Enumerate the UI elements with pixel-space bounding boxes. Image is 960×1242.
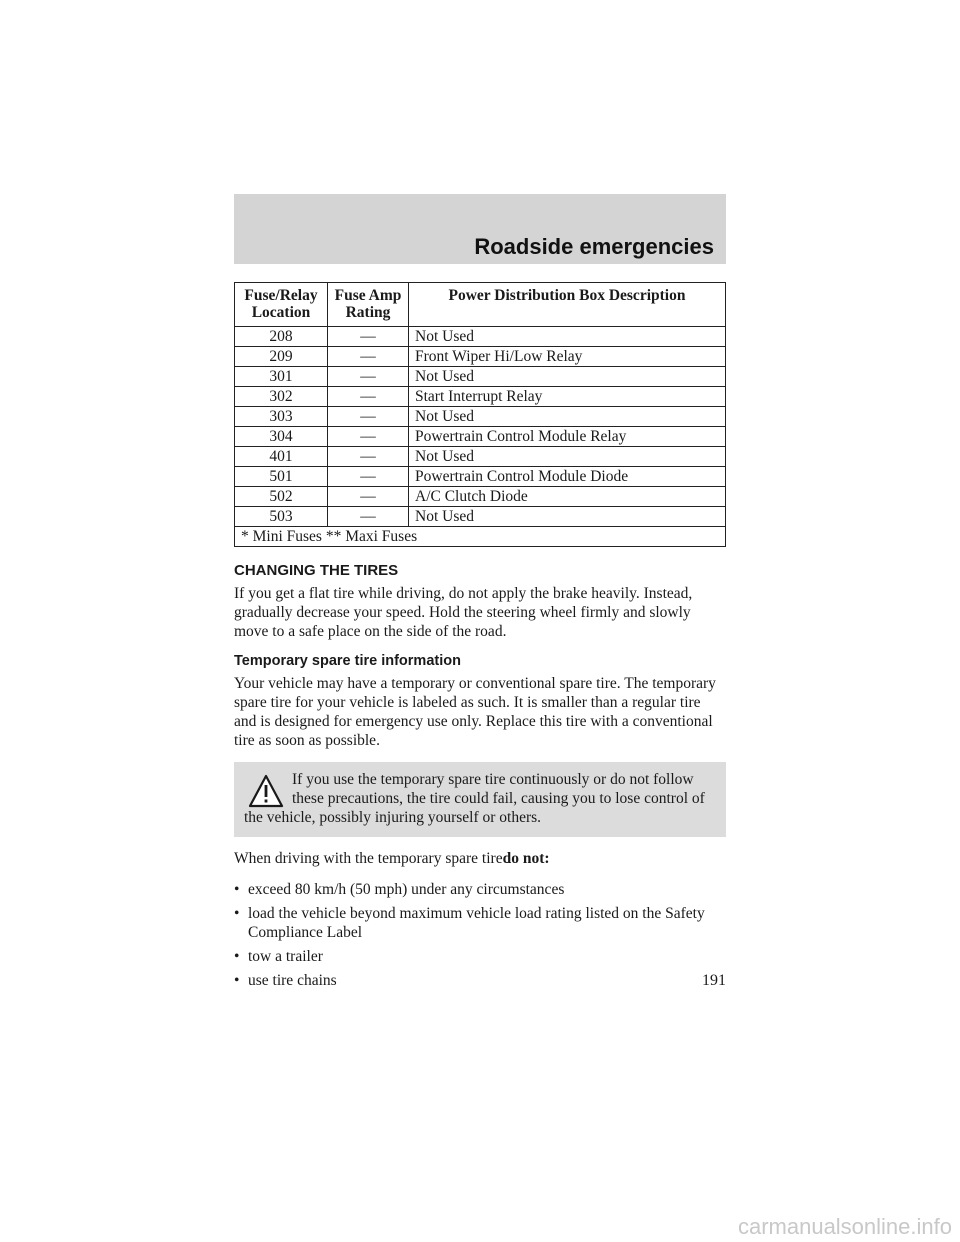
table-row: [235, 407, 726, 427]
cell-description: Front Wiper Hi/Low Relay: [409, 347, 726, 367]
warning-box: [234, 762, 726, 837]
bullet-icon: •: [234, 972, 240, 989]
cell-amp-rating: —: [328, 407, 409, 427]
cell-description: Not Used: [409, 367, 726, 387]
cell-amp-rating: —: [328, 487, 409, 507]
cell-location: 503: [235, 507, 328, 527]
cell-description: Not Used: [409, 507, 726, 527]
table-row: [235, 347, 726, 367]
cell-description: Start Interrupt Relay: [409, 387, 726, 407]
warning-text: If you use the temporary spare tire continuously or do not follow these precautions, the tire could fail, causing you to lose control of the vehicle, possibly injuring yourself or others.: [244, 771, 705, 826]
list-item: [234, 904, 726, 942]
table-row: [235, 467, 726, 487]
subsection-heading: Temporary spare tire information: [234, 653, 461, 669]
cell-location: 209: [235, 347, 328, 367]
cell-amp-rating: —: [328, 347, 409, 367]
table-row: [235, 487, 726, 507]
driving-emphasis: do not:: [502, 850, 550, 867]
list-item-text: tow a trailer: [248, 948, 323, 965]
bullet-icon: •: [234, 948, 240, 965]
table-row: [235, 507, 726, 527]
cell-amp-rating: —: [328, 507, 409, 527]
list-item-text: exceed 80 km/h (50 mph) under any circumstances: [248, 881, 565, 898]
cell-location: 304: [235, 427, 328, 447]
subsection-body: Your vehicle may have a temporary or conventional spare tire. The temporary spare tire for your vehicle is labeled as such. It is smaller than a regular tire and is designed for emergency use only. Replace this tire with a conventional tire as soon as possible.: [234, 675, 716, 749]
column-header-description: Power Distribution Box Description: [409, 283, 726, 327]
list-item: [234, 880, 726, 899]
cell-amp-rating: —: [328, 387, 409, 407]
cell-description: Not Used: [409, 327, 726, 347]
cell-amp-rating: —: [328, 447, 409, 467]
section-heading: CHANGING THE TIRES: [234, 562, 399, 579]
cell-amp-rating: —: [328, 367, 409, 387]
list-item-text: load the vehicle beyond maximum vehicle load rating listed on the Safety Compliance Label: [248, 905, 705, 941]
cell-amp-rating: —: [328, 427, 409, 447]
cell-location: 502: [235, 487, 328, 507]
cell-amp-rating: —: [328, 327, 409, 347]
bullet-icon: •: [234, 881, 240, 898]
page-number: 191: [702, 972, 726, 989]
do-not-list: [234, 880, 726, 990]
section-intro: If you get a flat tire while driving, do not apply the brake heavily. Instead, gradually decrease your speed. Hold the steering wheel firmly and slowly move to a safe place on the side of the road.: [234, 585, 693, 640]
table-row: [235, 327, 726, 347]
cell-location: 303: [235, 407, 328, 427]
cell-location: 401: [235, 447, 328, 467]
list-item-text: use tire chains: [248, 972, 337, 989]
cell-location: 501: [235, 467, 328, 487]
table-row: [235, 427, 726, 447]
table-header-row: [235, 283, 726, 327]
main-content: [234, 562, 726, 995]
cell-description: Not Used: [409, 447, 726, 467]
warning-triangle-icon: [248, 774, 284, 808]
cell-location: 301: [235, 367, 328, 387]
list-item: [234, 947, 726, 966]
cell-description: A/C Clutch Diode: [409, 487, 726, 507]
watermark: carmanualsonline.info: [737, 1214, 952, 1239]
table-footnote-row: [235, 527, 726, 547]
cell-location: 208: [235, 327, 328, 347]
cell-description: Not Used: [409, 407, 726, 427]
cell-description: Powertrain Control Module Diode: [409, 467, 726, 487]
cell-location: 302: [235, 387, 328, 407]
column-header-location: Fuse/Relay Location: [235, 283, 328, 327]
cell-description: Powertrain Control Module Relay: [409, 427, 726, 447]
driving-lead-paragraph: [234, 849, 726, 868]
list-item: [234, 971, 726, 990]
section-title: Roadside emergencies: [474, 234, 714, 259]
table-row: [235, 447, 726, 467]
table-footnote: * Mini Fuses ** Maxi Fuses: [235, 527, 726, 547]
cell-amp-rating: —: [328, 467, 409, 487]
driving-lead: When driving with the temporary spare tire: [234, 850, 503, 867]
section-header-band: [234, 194, 726, 264]
table-row: [235, 367, 726, 387]
table-row: [235, 387, 726, 407]
fuse-table: [234, 282, 726, 547]
column-header-amp-rating: Fuse Amp Rating: [328, 283, 409, 327]
bullet-icon: •: [234, 905, 240, 922]
